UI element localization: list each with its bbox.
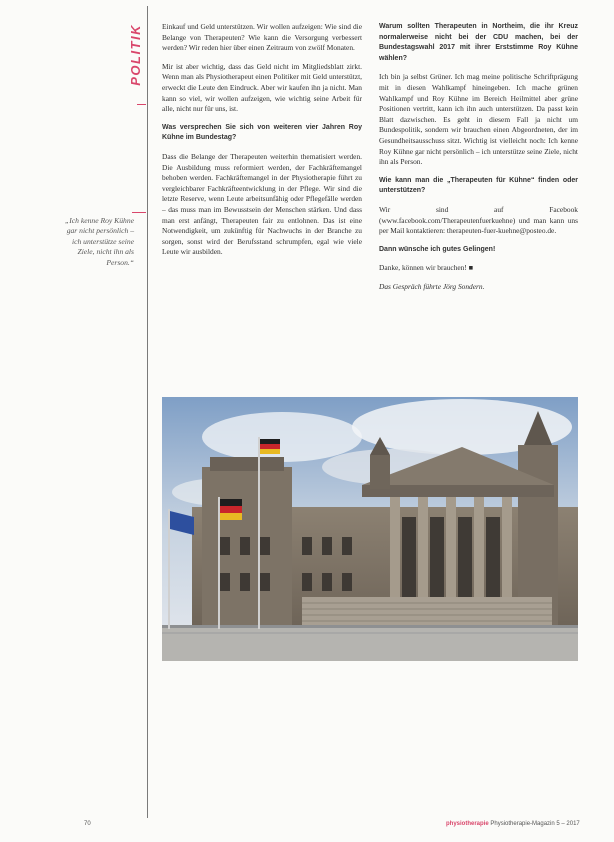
paragraph: Einkauf und Geld unterstützen. Wir wollen aufzeigen: Wie sind die Belange von Therapeuten? Wie kann die Versorgung verbessert werden? Wir reden hier über einen Zeitraum von zwölf Monaten.: [162, 22, 362, 53]
section-label: POLITIK: [128, 24, 143, 86]
interview-question: Was versprechen Sie sich von weiteren vier Jahren Roy Kühne im Bundestag?: [162, 123, 362, 142]
article-column-2: [379, 22, 578, 300]
byline: Das Gespräch führte Jörg Sondern.: [379, 281, 485, 291]
column-divider: [147, 6, 148, 818]
publication-footer: [446, 821, 580, 827]
publication-name: physiotherapie: [446, 821, 489, 827]
quote-marker: [132, 212, 146, 213]
article-column-1: [162, 22, 362, 266]
paragraph: Wir sind auf Facebook (www.facebook.com/Therapeutenfuerkuehne) und man kann uns per Mail kontaktieren: therapeuten-fuer-kuehne@posteo.de.: [379, 204, 578, 236]
reichstag-photo: [162, 397, 578, 661]
pull-quote: „Ich kenne Roy Kühne gar nicht persönlich – ich unterstütze seine Ziele, nicht ihn als Person.“: [65, 216, 134, 267]
page-number: 70: [84, 821, 91, 827]
paragraph: Ich bin ja selbst Grüner. Ich mag meine politische Schriftprägung mit in diesen Wahlkampf hineingeben. Ich mache grünen Wahlkampf und Roy Kühne im Bereich Heilmittel aber grüne Positionen vertritt, kann ich ihn auch unterstützen. Da passt kein Blatt dazwischen. Es geht in diesem Fall ja nicht um Bundespolitik, sondern wir brauchen einen Abgeordneten, der im Gesundheitsausschuss sitzt. Wichtig ist vielleicht noch: Ich kenne Roy Kühne gar nicht persönlich – ich unterstütze seine Ziele, nicht ihn als Person.: [379, 72, 578, 167]
interview-question: Warum sollten Therapeuten in Northeim, die ihr Kreuz normalerweise nicht bei der CDU machen, bei der Bundestagswahl 2017 mit ihrer Erststimme Roy Kühne wählen?: [379, 23, 578, 62]
paragraph: Dass die Belange der Therapeuten weiterhin thematisiert werden. Die Ausbildung muss reformiert werden, der Fachkräftemangel behoben werden. Fachkräftemangel in der Physiotherapie führt zu vergleichbarer Fachkräfteentwicklung in der Pflege. Wir sind die letzte Reserve, wenn Leute arbeitsunfähig oder Pflegefälle werden – das muss man im Bewusstsein der Menschen stärken. Und dass man erst anfängt, Therapeuten fair zu entlohnen. Das ist eine Notwendigkeit, um zukünftig für Nachwuchs in der Branche zu sorgen, sonst wird der Berufsstand schrumpfen, egal wie viele Leute wir ausbilden.: [162, 151, 362, 257]
section-marker: [137, 104, 146, 105]
issue-info: Physiotherapie-Magazin 5 – 2017: [490, 821, 580, 827]
interview-question: Wie kann man die „Therapeuten für Kühne“ finden oder unterstützen?: [379, 176, 578, 195]
interview-question: Dann wünsche ich gutes Gelingen!: [379, 245, 496, 253]
paragraph: Mir ist aber wichtig, dass das Geld nicht im Mitgliedsblatt zirkt. Wenn man als Physiotherapeut einen Politiker mit Geld unterstützt, erweckt die Leute den Eindruck. Aber wir kaufen ihn ja nicht. Man kann so viel, wir wollen aufzeigen, wie wichtig seine Arbeit für alle, nicht nur für uns, ist.: [162, 61, 362, 114]
paragraph: Danke, können wir brauchen! ■: [379, 263, 474, 273]
